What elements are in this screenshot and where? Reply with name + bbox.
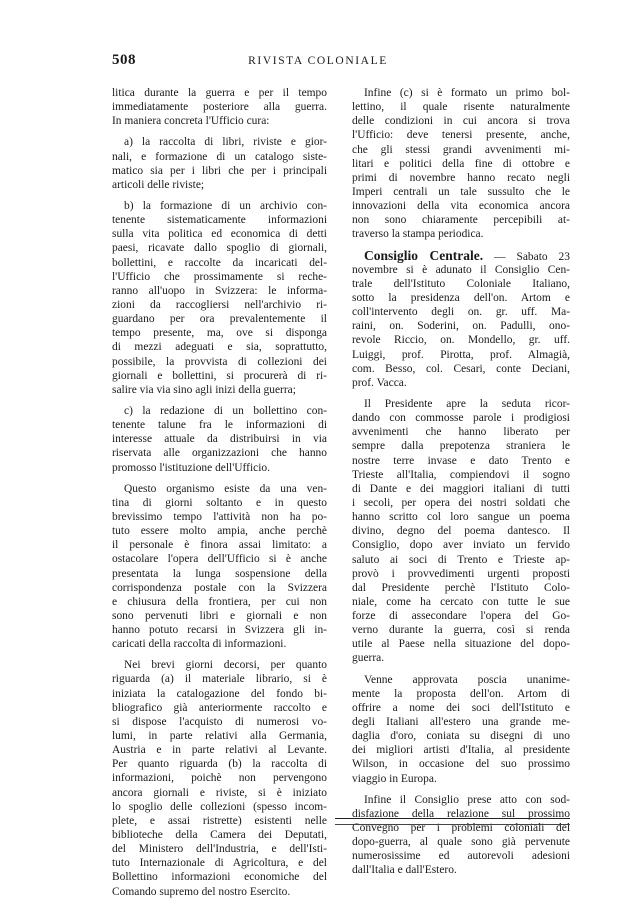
text-line: Il Presidente apre la seduta ricor- bbox=[364, 397, 570, 410]
text-line: e chiusura della frontiera, per cui non bbox=[112, 595, 327, 608]
paragraph bbox=[352, 249, 570, 390]
text-line: immediatamente posteriore alla guerra. bbox=[112, 101, 327, 114]
heading-line-text: — Sabato 23 bbox=[483, 250, 570, 263]
text-line: i secoli, per opera dei nostri soldati che bbox=[352, 496, 570, 509]
text-line: di Dante e dei maggiori italiani di tutti bbox=[352, 482, 570, 495]
text-line: revole Riccio, on. Mondello, gr. uff. bbox=[352, 334, 570, 347]
section-heading: Consiglio Centrale. bbox=[364, 247, 484, 263]
text-line: Convegno per i problemi coloniali del bbox=[352, 822, 570, 835]
text-line: Infine il Consiglio prese atto con sod- bbox=[364, 793, 570, 806]
text-line: Nei brevi giorni decorsi, per quanto bbox=[124, 659, 327, 672]
left-column bbox=[112, 86, 327, 906]
paragraph bbox=[112, 86, 327, 128]
text-line: c) la redazione di un bollettino con- bbox=[124, 404, 327, 417]
text-line: tenente sistematicamente informazioni bbox=[112, 214, 327, 227]
text-line: niale, come ha cercato con tutte le sue bbox=[352, 595, 570, 608]
paragraph bbox=[352, 86, 570, 242]
text-line: forze di assecondare l'opera del Go- bbox=[352, 610, 570, 623]
paragraph bbox=[112, 404, 327, 475]
text-line: Imperi centrali un tale sussulto che le bbox=[352, 185, 570, 198]
text-line: promosso l'istituzione dell'Ufficio. bbox=[112, 461, 270, 474]
paragraph bbox=[112, 482, 327, 652]
text-line: dando con commosse parole i prodigiosi bbox=[352, 412, 570, 425]
text-line: tenente talune fra le informazioni di bbox=[112, 419, 327, 432]
text-line: ancora giornali e riviste, si è iniziato bbox=[112, 786, 327, 799]
text-line: Wilson, in occasione del suo prossimo bbox=[352, 758, 570, 771]
text-line: raini, on. Soderini, on. Padulli, ono- bbox=[352, 320, 570, 333]
text-line: avvenimenti che hanno liberato per bbox=[352, 426, 570, 439]
text-line: salire via via sino agli inizi della guerra; bbox=[112, 383, 296, 396]
text-line: bollettini, e raccolte da incaricati del- bbox=[112, 256, 327, 269]
end-rule bbox=[335, 818, 570, 825]
text-line: biblioteche della Camera dei Deputati, bbox=[112, 829, 327, 842]
text-line: l'Ufficio che prossimamente si reche- bbox=[112, 270, 327, 283]
text-line: riservata alle organizzazioni che hanno bbox=[112, 447, 327, 460]
text-line: dopo-guerra, al quale sono già pervenute bbox=[352, 836, 570, 849]
text-line: dal Presidente perchè l'Istituto Colo- bbox=[352, 581, 570, 594]
text-line: innovazioni della vita economica ancora bbox=[352, 200, 570, 213]
text-line: interesse attuale da distribuirsi in via bbox=[112, 433, 327, 446]
text-line: corrispondenza postale con la Svizzera bbox=[112, 581, 327, 594]
text-line: lettino, il quale risente naturalmente bbox=[352, 101, 570, 114]
text-line: Questo organismo esiste da una ven- bbox=[124, 482, 327, 495]
text-line: Venne approvata poscia unanime- bbox=[364, 673, 570, 686]
text-line: b) la formazione di un archivio con- bbox=[124, 199, 327, 212]
text-line: brevissimo tempo l'attività non ha po- bbox=[112, 510, 327, 523]
text-line: traverso la stampa periodica. bbox=[352, 228, 484, 241]
text-line: sono pervenuti libri e giornali e non bbox=[112, 609, 327, 622]
text-line: possibile, la provvista di collezioni dei bbox=[112, 355, 327, 368]
text-line: Infine (c) si è formato un primo bol- bbox=[364, 87, 570, 99]
text-line: dei migliori artisti d'Italia, al presidente bbox=[352, 744, 570, 757]
text-line: trale dell'Istituto Coloniale Italiano, bbox=[352, 277, 570, 290]
text-line: giornali e bollettini, si procurerà di ri- bbox=[112, 369, 327, 382]
text-line: In maniera concreta l'Ufficio cura: bbox=[112, 115, 270, 128]
text-line: Comando supremo del nostro Esercito. bbox=[112, 885, 291, 898]
text-line: utile al Paese nella situazione del dopo- bbox=[352, 638, 570, 651]
text-line: che gli stessi grandi avvenimenti mi- bbox=[352, 143, 570, 156]
text-line: sulla vita politica ed economica di detti bbox=[112, 228, 327, 241]
text-line: tuto essere molto ampia, anche perchè bbox=[112, 525, 327, 538]
text-line: paesi, ricavate dallo spoglio di giornali, bbox=[112, 242, 327, 255]
text-line: litica durante la guerra e per il tempo bbox=[112, 87, 327, 99]
text-line: saluto ai soci di Trento e Trieste ap- bbox=[352, 553, 570, 566]
running-head: RIVISTA COLONIALE bbox=[248, 55, 388, 67]
text-line: tempo presente, ma, ove si disponga bbox=[112, 327, 327, 340]
text-line: iniziata la catalogazione del fondo bi- bbox=[112, 687, 327, 700]
text-line: litari e politici della fine di ottobre e bbox=[352, 157, 570, 170]
text-line: lo spoglio delle collezioni (spesso incom- bbox=[112, 800, 327, 813]
text-line: ranno all'uopo in Svizzera: le informa- bbox=[112, 284, 327, 297]
text-line: Consiglio, dopo aver inviato un fervido bbox=[352, 539, 570, 552]
text-line: Luiggi, prof. Pirotta, prof. Almagià, bbox=[352, 348, 570, 361]
text-line: dall'Italia e dall'Estero. bbox=[352, 864, 457, 877]
text-line: caricati della raccolta di informazioni. bbox=[112, 638, 287, 651]
text-line: verno durante la guerra, così si renda bbox=[352, 624, 570, 637]
text-line: Austria e in parte relativi al Levante. bbox=[112, 744, 327, 757]
text-line: daglia d'oro, coniata su disegni di uno bbox=[352, 730, 570, 743]
text-line: guardano per ora prevalentemente il bbox=[112, 313, 327, 326]
text-line: matico sia per i libri che per i principali bbox=[112, 164, 327, 177]
text-line: plete, e assai ristrette) esistenti nelle bbox=[112, 814, 327, 827]
text-line: Trieste all'Italia, compiendovi il sogno bbox=[352, 468, 570, 481]
text-line: l'Ufficio: deve tenersi presente, anche, bbox=[352, 129, 570, 142]
text-line: com. Besso, col. Cesari, conte Deciani, bbox=[352, 362, 570, 375]
text-line: numerosissime ed autorevoli adesioni bbox=[352, 850, 570, 863]
text-line: provò i provvedimenti urgenti proposti bbox=[352, 567, 570, 580]
text-line: lumi, in parte relativi alla Germania, bbox=[112, 730, 327, 743]
text-line: delle condizioni in cui ancora si trova bbox=[352, 115, 570, 128]
text-line: nostre terre invase e dato Trento e bbox=[352, 454, 570, 467]
text-line: articoli delle riviste; bbox=[112, 178, 205, 191]
text-line: prof. Vacca. bbox=[352, 376, 407, 389]
text-line: viaggio in Europa. bbox=[352, 772, 437, 785]
text-line: di mezzi adeguati e sia, soprattutto, bbox=[112, 341, 327, 354]
text-line: presentata la lunga sospensione della bbox=[112, 567, 327, 580]
text-line: il personale è finora assai limitato: a bbox=[112, 539, 327, 552]
text-line: non sono chiaramente percepibili at- bbox=[352, 214, 570, 227]
page-header bbox=[112, 52, 524, 74]
text-line: degli Italiani all'estero una grande me- bbox=[352, 716, 570, 729]
text-line bbox=[352, 249, 570, 263]
text-line: informazioni, poichè non pervengono bbox=[112, 772, 327, 785]
text-line: si dispose l'acquisto di numerosi vo- bbox=[112, 715, 327, 728]
text-line: del Ministero dell'Industria, e dell'Isti- bbox=[112, 843, 327, 856]
page-number: 508 bbox=[112, 52, 136, 68]
right-column bbox=[352, 86, 570, 885]
text-line: novembre si è adunato il Consiglio Cen- bbox=[352, 263, 570, 276]
text-line: primi di novembre hanno recato negli bbox=[352, 171, 570, 184]
text-line: mente la proposta dell'on. Artom di bbox=[352, 687, 570, 700]
paragraph bbox=[352, 397, 570, 666]
paragraph bbox=[112, 199, 327, 397]
text-line: sempre dalla prepotenza straniera le bbox=[352, 440, 570, 453]
text-line: riguarda (a) il materiale librario, si è bbox=[112, 673, 327, 686]
text-line: disfazione della relazione sul prossimo bbox=[352, 807, 570, 820]
text-line: coll'intervento degli on. gr. uff. Ma- bbox=[352, 306, 570, 319]
text-line: ostacolare l'opera dell'Ufficio si è anche bbox=[112, 553, 327, 566]
text-line: nali, e formazione di un catalogo siste- bbox=[112, 150, 327, 163]
text-line: sotto la presidenza dell'on. Artom e bbox=[352, 291, 570, 304]
text-line: divino, degno del poema dantesco. Il bbox=[352, 525, 570, 538]
text-line: Bollettino informazioni economiche del bbox=[112, 871, 327, 884]
text-line: tina di giorni soltanto e in questo bbox=[112, 496, 327, 509]
paragraph bbox=[112, 658, 327, 898]
text-line: guerra. bbox=[352, 652, 385, 665]
paragraph bbox=[352, 793, 570, 878]
text-line: hanno scritto col loro sangue un poema bbox=[352, 511, 570, 524]
paragraph bbox=[352, 673, 570, 786]
text-line: bliografico già anteriormente raccolto e bbox=[112, 701, 327, 714]
text-line: hanno potuto recarsi in Svizzera gli in- bbox=[112, 624, 327, 637]
text-line: Per quanto riguarda (b) la raccolta di bbox=[112, 758, 327, 771]
paragraph bbox=[112, 135, 327, 192]
text-line: zioni da raccogliersi nell'archivio ri- bbox=[112, 298, 327, 311]
text-line: a) la raccolta di libri, riviste e gior- bbox=[124, 136, 327, 149]
text-line: offrire a nome dei soci dell'Istituto e bbox=[352, 701, 570, 714]
text-line: tuto Internazionale di Agricoltura, e del bbox=[112, 857, 327, 870]
